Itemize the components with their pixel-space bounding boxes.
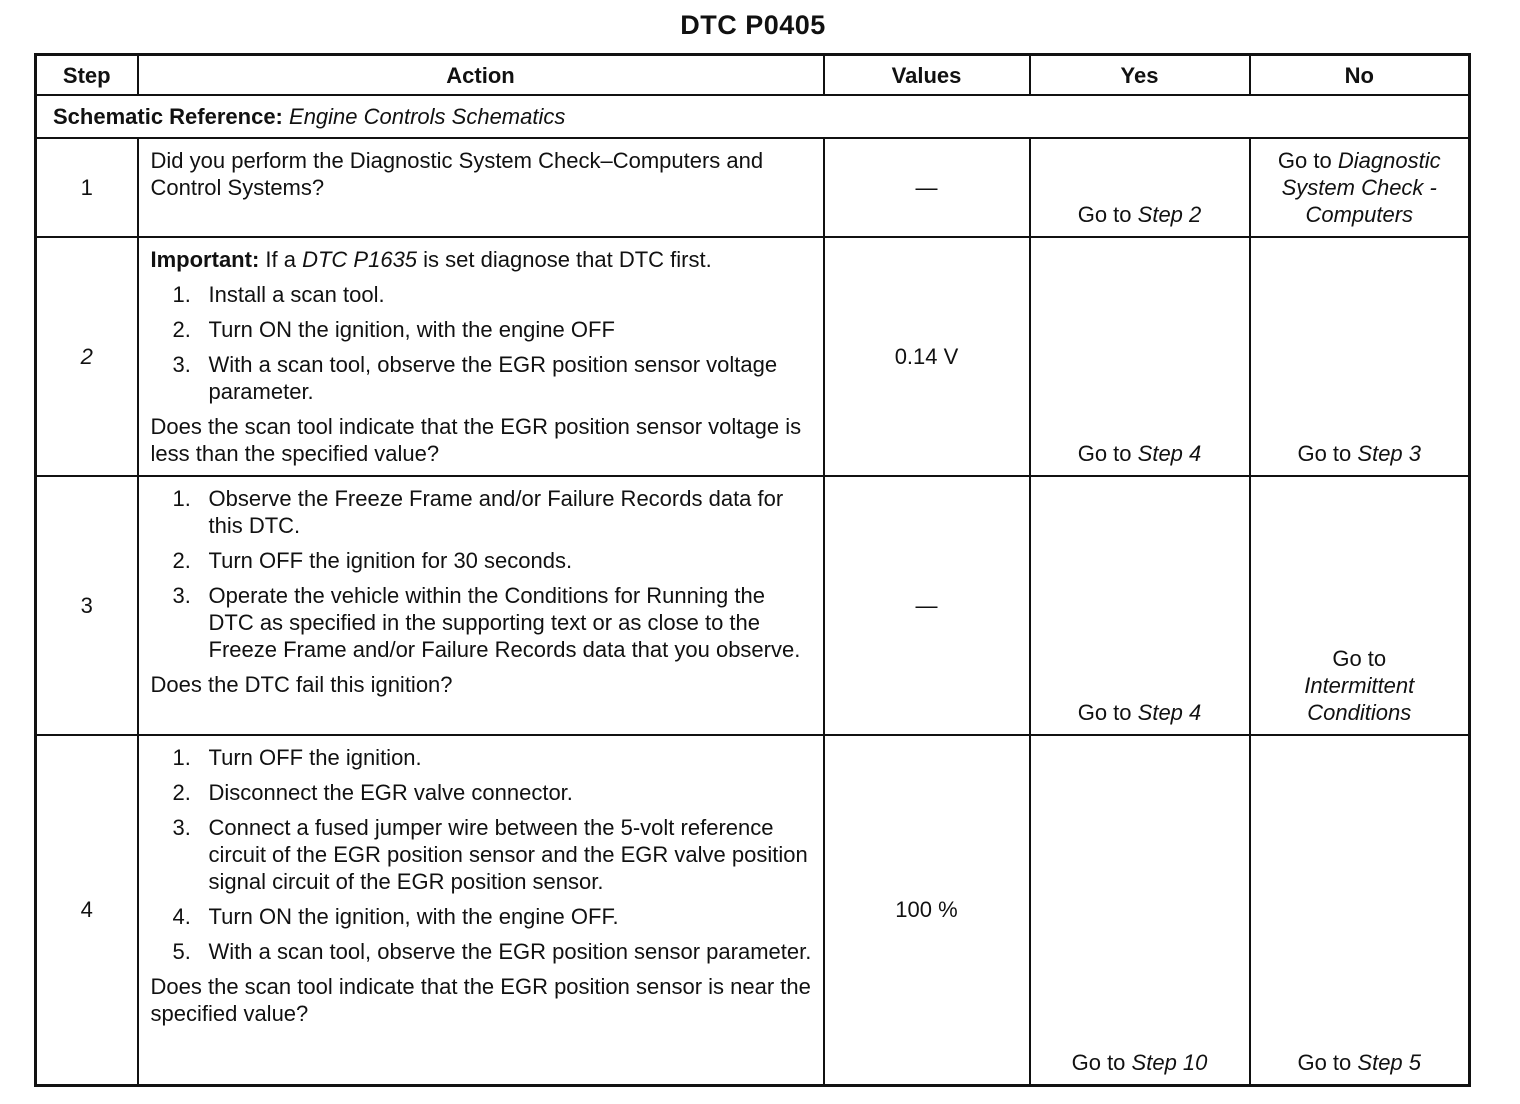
header-row (36, 55, 1470, 96)
table-row (36, 476, 1470, 735)
yes-prefix: Go to (1077, 700, 1132, 725)
value-cell: — (824, 476, 1030, 735)
header-action: Action (138, 55, 824, 96)
no-cell (1250, 138, 1470, 237)
schematic-row (36, 95, 1470, 138)
yes-cell (1030, 138, 1250, 237)
schematic-link[interactable]: Engine Controls Schematics (289, 104, 566, 129)
yes-prefix: Go to (1071, 1049, 1126, 1075)
action-text: Did you perform the Diagnostic System Check–Computers and Control Systems? (150, 148, 764, 200)
list-item: 2. Disconnect the EGR valve connector. (172, 780, 573, 805)
list-item: 3. With a scan tool, observe the EGR position sensor voltage parameter. (172, 352, 778, 404)
list-item: 3. Connect a fused jumper wire between the 5-volt reference circuit of the EGR position sensor and the EGR valve position signal circuit of the EGR position sensor. (172, 815, 808, 894)
yes-link[interactable]: Step 2 (1137, 202, 1202, 227)
page-title: DTC P0405 (680, 10, 826, 40)
list-item: 5. With a scan tool, observe the EGR position sensor parameter. (172, 939, 812, 964)
no-cell (1250, 476, 1470, 735)
diagnostic-table (34, 53, 1471, 1087)
no-link[interactable]: Step 3 (1357, 441, 1422, 466)
value-cell: 0.14 V (824, 237, 1030, 476)
value-cell: 100 % (824, 735, 1030, 1085)
value-cell: — (824, 138, 1030, 237)
list-item: 1. Turn OFF the ignition. (172, 745, 422, 770)
no-link[interactable]: Diagnostic (1337, 148, 1441, 173)
step-number: 4 (36, 735, 138, 1085)
question-text: Does the DTC fail this ignition? (150, 672, 453, 697)
yes-link[interactable]: Step 4 (1137, 441, 1202, 466)
header-no: No (1250, 55, 1470, 96)
yes-cell (1030, 735, 1250, 1085)
list-item: 2. Turn OFF the ignition for 30 seconds. (172, 548, 573, 573)
schematic-label: Schematic Reference: (53, 104, 283, 129)
header-step: Step (36, 55, 138, 96)
no-link-line-3[interactable]: Computers (1305, 202, 1414, 227)
no-cell (1250, 735, 1470, 1085)
no-link-line-2[interactable]: System Check - (1281, 175, 1437, 200)
table-row (36, 237, 1470, 476)
list-item: 3. Operate the vehicle within the Conditions for Running the DTC as specified in the supporting text or as close to the Freeze Frame and/or Failure Records data that you observe. (172, 583, 801, 662)
yes-prefix: Go to (1077, 441, 1132, 466)
important-note (151, 246, 813, 273)
dtc-link[interactable]: DTC P1635 (302, 247, 418, 272)
no-prefix: Go to (1277, 148, 1332, 173)
no-prefix: Go to (1297, 1049, 1352, 1075)
action-cell (138, 138, 824, 237)
no-link[interactable]: Step 5 (1357, 1049, 1422, 1075)
list-item: 4. Turn ON the ignition, with the engine OFF. (172, 904, 619, 929)
important-text: If a (265, 247, 296, 272)
action-steps (151, 281, 813, 405)
action-cell (138, 237, 824, 476)
step-number: 1 (36, 138, 138, 237)
table-row (36, 735, 1470, 1085)
table-row (36, 138, 1470, 237)
yes-link[interactable]: Step 4 (1137, 700, 1202, 725)
no-cell (1250, 237, 1470, 476)
important-text-end: is set diagnose that DTC first. (423, 247, 712, 272)
list-item: 1. Install a scan tool. (172, 282, 385, 307)
action-cell (138, 476, 824, 735)
action-steps (151, 485, 813, 663)
step-number: 3 (36, 476, 138, 735)
question-text: Does the scan tool indicate that the EGR position sensor voltage is less than the specified value? (150, 414, 802, 466)
important-label: Important: (150, 247, 260, 272)
yes-cell (1030, 237, 1250, 476)
action-steps (151, 744, 813, 965)
list-item: 2. Turn ON the ignition, with the engine OFF (172, 317, 615, 342)
step-number: 2 (36, 237, 138, 476)
no-prefix: Go to (1332, 646, 1387, 671)
no-link-line-2[interactable]: Conditions (1307, 700, 1412, 725)
yes-prefix: Go to (1077, 202, 1132, 227)
yes-link[interactable]: Step 10 (1131, 1049, 1208, 1075)
yes-cell (1030, 476, 1250, 735)
action-cell (138, 735, 824, 1085)
no-link[interactable]: Intermittent (1304, 673, 1415, 698)
header-values: Values (824, 55, 1030, 96)
header-yes: Yes (1030, 55, 1250, 96)
no-prefix: Go to (1297, 441, 1352, 466)
question-text: Does the scan tool indicate that the EGR position sensor is near the specified value? (150, 974, 811, 1026)
schematic-reference (36, 95, 1470, 138)
list-item: 1. Observe the Freeze Frame and/or Failure Records data for this DTC. (172, 486, 784, 538)
